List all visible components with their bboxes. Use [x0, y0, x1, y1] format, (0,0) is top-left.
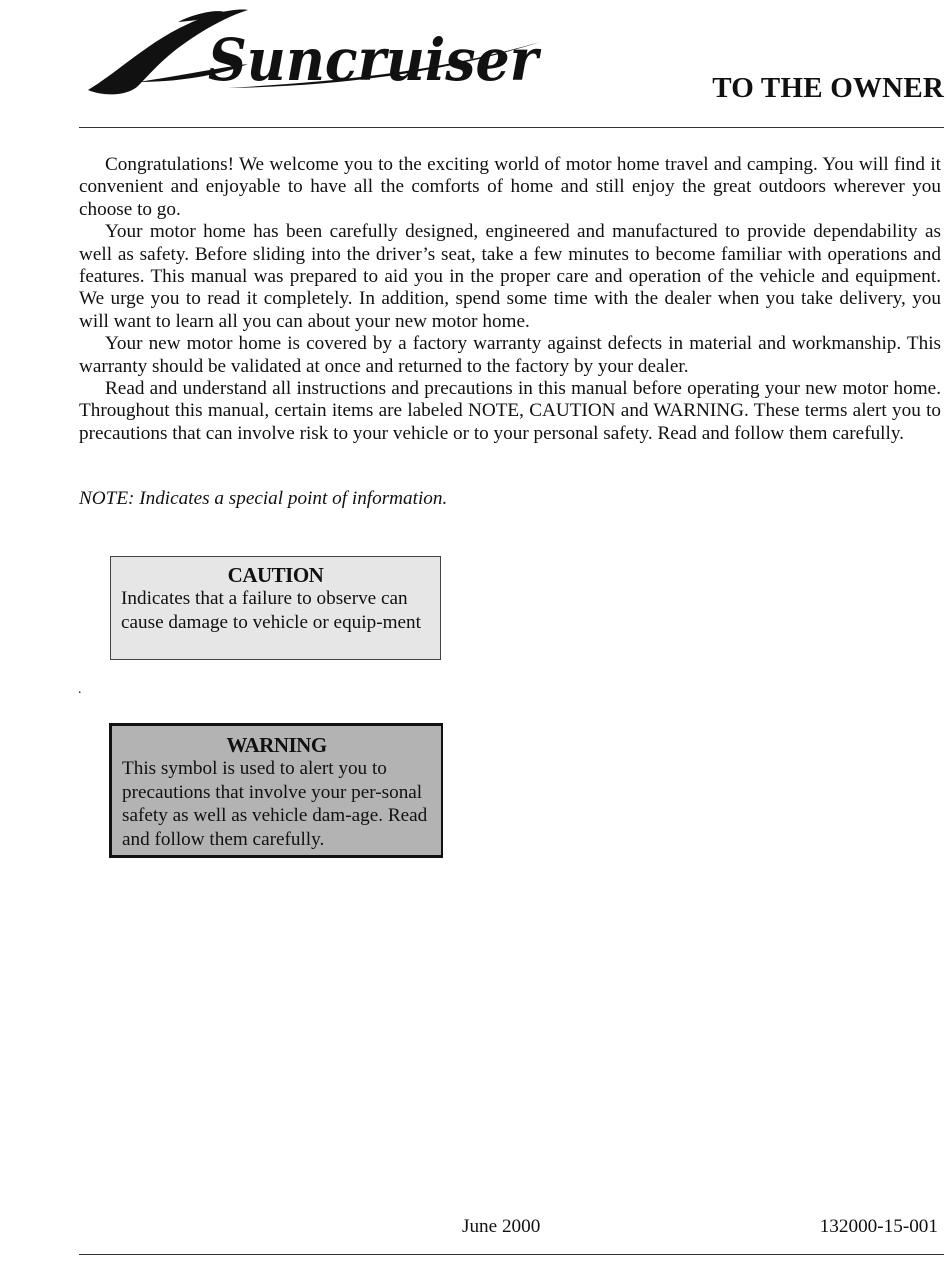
note-text: NOTE: Indicates a special point of information. — [79, 488, 448, 509]
warning-box — [109, 723, 443, 858]
header-rule — [79, 127, 944, 128]
caution-text: Indicates that a failure to observe can cause damage to vehicle or equip-ment — [121, 588, 421, 633]
footer-rule — [79, 1254, 944, 1255]
footer-document-code: 132000-15-001 — [819, 1216, 938, 1237]
warning-heading: WARNING — [226, 733, 327, 757]
intro-paragraph: Congratulations! We welcome you to the exciting world of motor home travel and camping. You will find it convenient and enjoyable to have all the comforts of home and still enjoy the great outdoors wherever you choose to go. — [79, 154, 941, 220]
caution-box — [110, 556, 441, 660]
caution-heading: CAUTION — [227, 563, 324, 587]
footer-date: June 2000 — [462, 1216, 541, 1237]
svg-text:Suncruiser: Suncruiser — [208, 26, 543, 94]
suncruiser-logo — [78, 2, 548, 102]
intro-text — [79, 154, 941, 445]
warning-text: This symbol is used to alert you to precautions that involve your per-sonal safety as well as vehicle dam-age. Read and follow them carefully. — [122, 758, 428, 850]
page-title: TO THE OWNER — [712, 72, 944, 104]
stray-mark: . — [78, 682, 82, 697]
intro-paragraph: Your new motor home is covered by a factory warranty against defects in material and workmanship. This warranty should be validated at once and returned to the factory by your dealer. — [79, 333, 941, 377]
intro-paragraph: Your motor home has been carefully designed, engineered and manufactured to provide dependability as well as safety. Before sliding into the driver’s seat, take a few minutes to become familiar with operations and features. This manual was prepared to aid you in the proper care and operation of the vehicle and equipment. We urge you to read it completely. In addition, spend some time with the dealer when you take delivery, you will want to learn all you can about your new motor home. — [79, 221, 941, 332]
intro-paragraph: Read and understand all instructions and precautions in this manual before operating your new motor home. Throughout this manual, certain items are labeled NOTE, CAUTION and WARNING. These terms alert you to precautions that can involve risk to your vehicle or to your personal safety. Read and follow them carefully. — [79, 378, 941, 444]
